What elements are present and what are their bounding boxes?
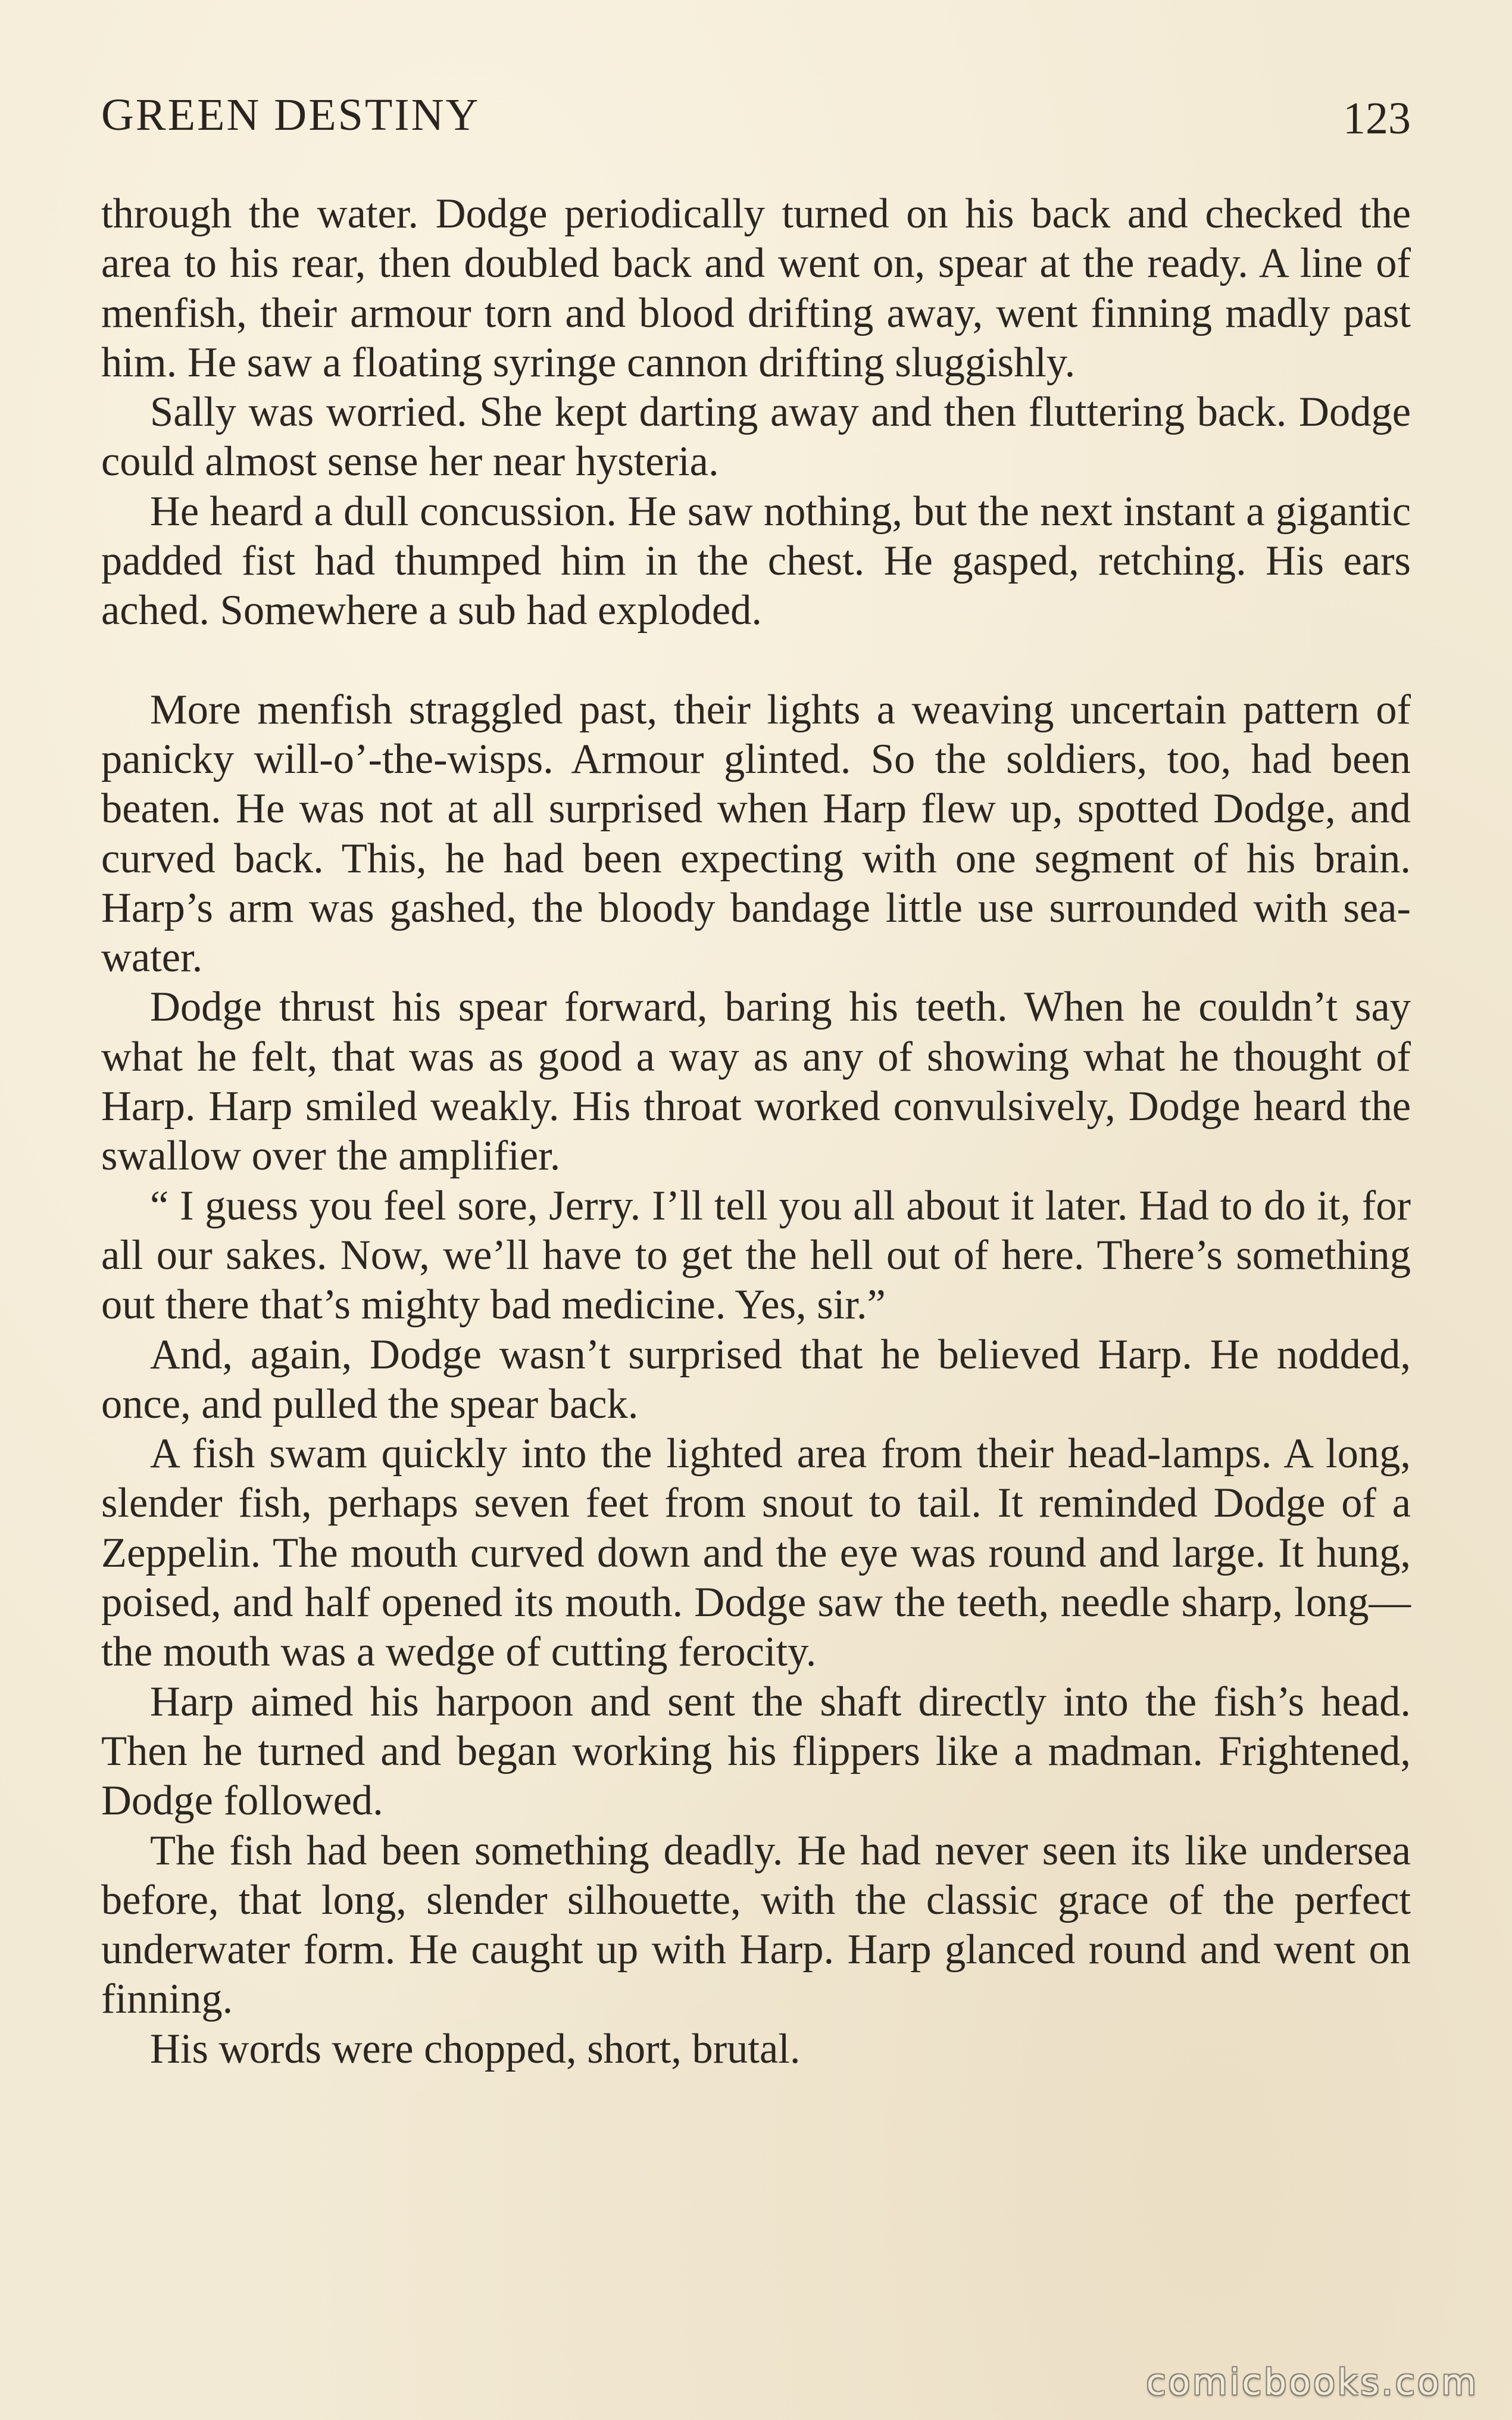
running-head: GREEN DESTINY xyxy=(101,90,480,140)
paragraph: through the water. Dodge periodically turned on his back and checked the area to his rear, then doubled back and went on, spear at the ready. A line of menfish, their armour torn and blood drifting away, went finning madly past him. He saw a floating syringe cannon drifting sluggishly. xyxy=(101,191,1411,386)
watermark: comicbooks.com xyxy=(1146,2362,1479,2403)
paragraph: “ I guess you feel sore, Jerry. I’ll tell you all about it later. Had to do it, for all our sakes. Now, we’ll have to get the hell out of here. There’s something out there that’s mighty bad medicine. Yes, sir.” xyxy=(101,1182,1411,1328)
paragraph: Dodge thrust his spear forward, baring his teeth. When he couldn’t say what he felt, that was as good a way as any of showing what he thought of Harp. Harp smiled weakly. His throat worked convulsively, Dodge heard the swallow over the amplifier. xyxy=(101,984,1411,1180)
paragraph: Harp aimed his harpoon and sent the shaft directly into the fish’s head. Then he turned and began working his flippers like a madman. Frightened, Dodge followed. xyxy=(101,1678,1411,1825)
paragraph: The fish had been something deadly. He had never seen its like undersea before, that long, slender silhouette, with the classic grace of the perfect underwater form. He caught up with Harp. Harp glanced round and went on finning. xyxy=(101,1827,1411,2023)
paragraph: A fish swam quickly into the lighted area from their head-lamps. A long, slender fish, perhaps seven feet from snout to tail. It reminded Dodge of a Zeppelin. The mouth curved down and the eye was round and large. It hung, poised, and half opened its mouth. Dodge saw the teeth, needle sharp, long—the mouth was a wedge of cutting ferocity. xyxy=(101,1430,1411,1676)
page-number: 123 xyxy=(1343,93,1411,144)
body-text xyxy=(101,189,1411,2074)
paragraph: And, again, Dodge wasn’t surprised that he believed Harp. He nodded, once, and pulled the spear back. xyxy=(101,1331,1411,1427)
page-header xyxy=(101,89,1411,149)
paragraph: His words were chopped, short, brutal. xyxy=(150,2025,801,2072)
paragraph: He heard a dull concussion. He saw nothing, but the next instant a gigantic padded fist had thumped him in the chest. He gasped, retching. His ears ached. Somewhere a sub had exploded. xyxy=(101,488,1411,634)
paragraph: More menfish straggled past, their lights a weaving uncertain pattern of panicky will-o’-the-wisps. Armour glinted. So the soldiers, too, had been beaten. He was not at all surprised when Harp flew up, spotted Dodge, and curved back. This, he had been expecting with one segment of his brain. Harp’s arm was gashed, the bloody bandage little use surrounded with sea-water. xyxy=(101,686,1411,981)
section-break xyxy=(101,636,1411,685)
paragraph: Sally was worried. She kept darting away and then fluttering back. Dodge could almost sense her near hysteria. xyxy=(101,389,1411,485)
